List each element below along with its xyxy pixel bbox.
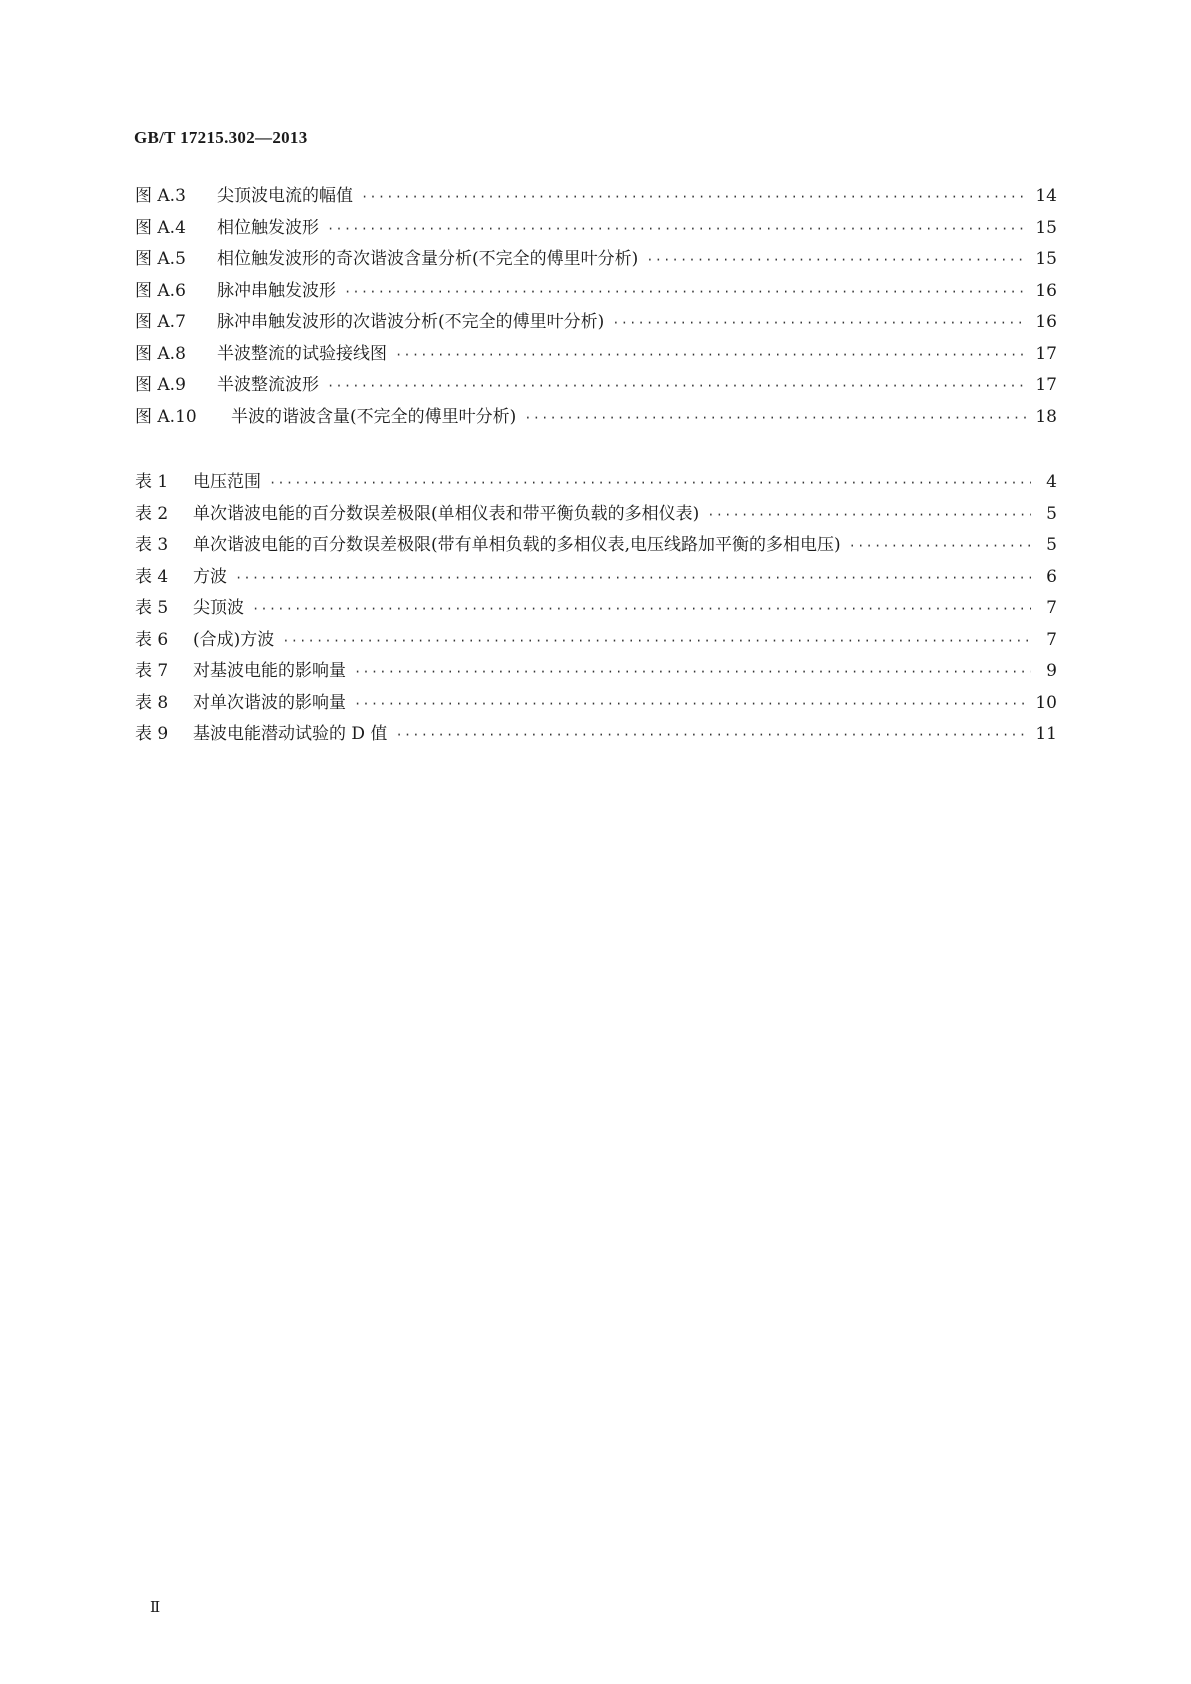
page-number: 16: [1035, 280, 1057, 301]
page-number: 5: [1046, 503, 1057, 524]
table-label: 表 1: [135, 472, 169, 492]
toc-entry-table[interactable]: [135, 467, 1057, 499]
page-number: 7: [1046, 598, 1057, 618]
table-title: 对基波电能的影响量: [193, 661, 346, 681]
table-label: 表 8: [135, 692, 169, 713]
figure-title: 半波整流波形: [217, 375, 319, 395]
toc-entry-table[interactable]: [135, 719, 1057, 751]
figure-title: 相位触发波形: [217, 217, 319, 238]
leader-dots: [395, 728, 1027, 742]
page-number: 15: [1035, 217, 1057, 238]
page-number: 14: [1035, 186, 1057, 206]
table-label: 表 6: [135, 629, 169, 650]
table-label: 表 4: [135, 566, 169, 587]
page-number: 11: [1035, 724, 1057, 744]
toc-entry-table[interactable]: [135, 593, 1057, 625]
toc-entry-table[interactable]: [135, 625, 1057, 657]
table-title: (合成)方波: [193, 629, 275, 650]
leader-dots: [252, 602, 1031, 616]
leader-dots: [269, 476, 1031, 490]
leader-dots: [849, 539, 1031, 553]
toc-entry-figure[interactable]: [135, 339, 1057, 371]
leader-dots: [524, 411, 1027, 425]
table-title: 电压范围: [193, 472, 261, 492]
leader-dots: [354, 665, 1031, 679]
page-number: 15: [1035, 249, 1057, 269]
page-number: 9: [1046, 661, 1057, 681]
toc-entry-figure[interactable]: [135, 181, 1057, 213]
toc-entry-figure[interactable]: [135, 307, 1057, 339]
table-label: 表 7: [135, 661, 169, 681]
toc-entry-table[interactable]: [135, 530, 1057, 562]
figure-title: 相位触发波形的奇次谐波含量分析(不完全的傅里叶分析): [217, 249, 639, 269]
leader-dots: [707, 508, 1031, 522]
toc-entry-figure[interactable]: [135, 213, 1057, 245]
leader-dots: [344, 285, 1027, 299]
toc-entry-table[interactable]: [135, 499, 1057, 531]
toc-entry-table[interactable]: [135, 562, 1057, 594]
table-label: 表 9: [135, 724, 169, 744]
page-number: 5: [1046, 535, 1057, 555]
page-number: 16: [1035, 312, 1057, 332]
figure-label: 图 A.8: [135, 343, 186, 364]
toc-entry-figure[interactable]: [135, 244, 1057, 276]
table-title: 尖顶波: [193, 598, 244, 618]
figure-title: 脉冲串触发波形的次谐波分析(不完全的傅里叶分析): [217, 312, 605, 332]
toc-entry-figure[interactable]: [135, 370, 1057, 402]
figure-label: 图 A.9: [135, 375, 186, 395]
page-number: 7: [1046, 629, 1057, 650]
figure-list: [135, 181, 1057, 433]
leader-dots: [327, 379, 1027, 393]
table-list: [135, 467, 1057, 751]
table-title: 对单次谐波的影响量: [193, 692, 346, 713]
toc-entry-table[interactable]: [135, 656, 1057, 688]
page-number: 17: [1035, 343, 1057, 364]
leader-dots: [646, 253, 1027, 267]
page-footer-number: Ⅱ: [150, 1598, 160, 1616]
leader-dots: [612, 316, 1027, 330]
toc-entry-table[interactable]: [135, 688, 1057, 720]
figure-label: 图 A.4: [135, 217, 186, 238]
table-label: 表 3: [135, 535, 169, 555]
table-label: 表 5: [135, 598, 169, 618]
figure-title: 半波的谐波含量(不完全的傅里叶分析): [231, 406, 517, 427]
table-title: 单次谐波电能的百分数误差极限(单相仪表和带平衡负载的多相仪表): [193, 503, 700, 524]
toc-entry-figure[interactable]: [135, 402, 1057, 434]
page-header: [134, 128, 308, 148]
figure-label: 图 A.7: [135, 312, 186, 332]
leader-dots: [354, 697, 1027, 711]
leader-dots: [361, 190, 1027, 204]
table-title: 基波电能潜动试验的 D 值: [193, 724, 388, 744]
table-title: 单次谐波电能的百分数误差极限(带有单相负载的多相仪表,电压线路加平衡的多相电压): [193, 535, 841, 555]
figure-label: 图 A.3: [135, 186, 186, 206]
figure-title: 半波整流的试验接线图: [217, 343, 387, 364]
figure-title: 脉冲串触发波形: [217, 280, 336, 301]
figure-label: 图 A.10: [135, 406, 197, 427]
table-title: 方波: [193, 566, 227, 587]
figure-title: 尖顶波电流的幅值: [217, 186, 353, 206]
figure-label: 图 A.6: [135, 280, 186, 301]
page-number: 6: [1046, 566, 1057, 587]
toc-entry-figure[interactable]: [135, 276, 1057, 308]
leader-dots: [282, 634, 1031, 648]
leader-dots: [235, 571, 1031, 585]
page-number: 18: [1035, 406, 1057, 427]
page-number: 17: [1035, 375, 1057, 395]
figure-label: 图 A.5: [135, 249, 186, 269]
page-number: 4: [1046, 472, 1057, 492]
table-label: 表 2: [135, 503, 169, 524]
standard-code: GB/T 17215.302—2013: [134, 128, 308, 147]
page-number: 10: [1035, 692, 1057, 713]
leader-dots: [327, 222, 1027, 236]
leader-dots: [395, 348, 1027, 362]
